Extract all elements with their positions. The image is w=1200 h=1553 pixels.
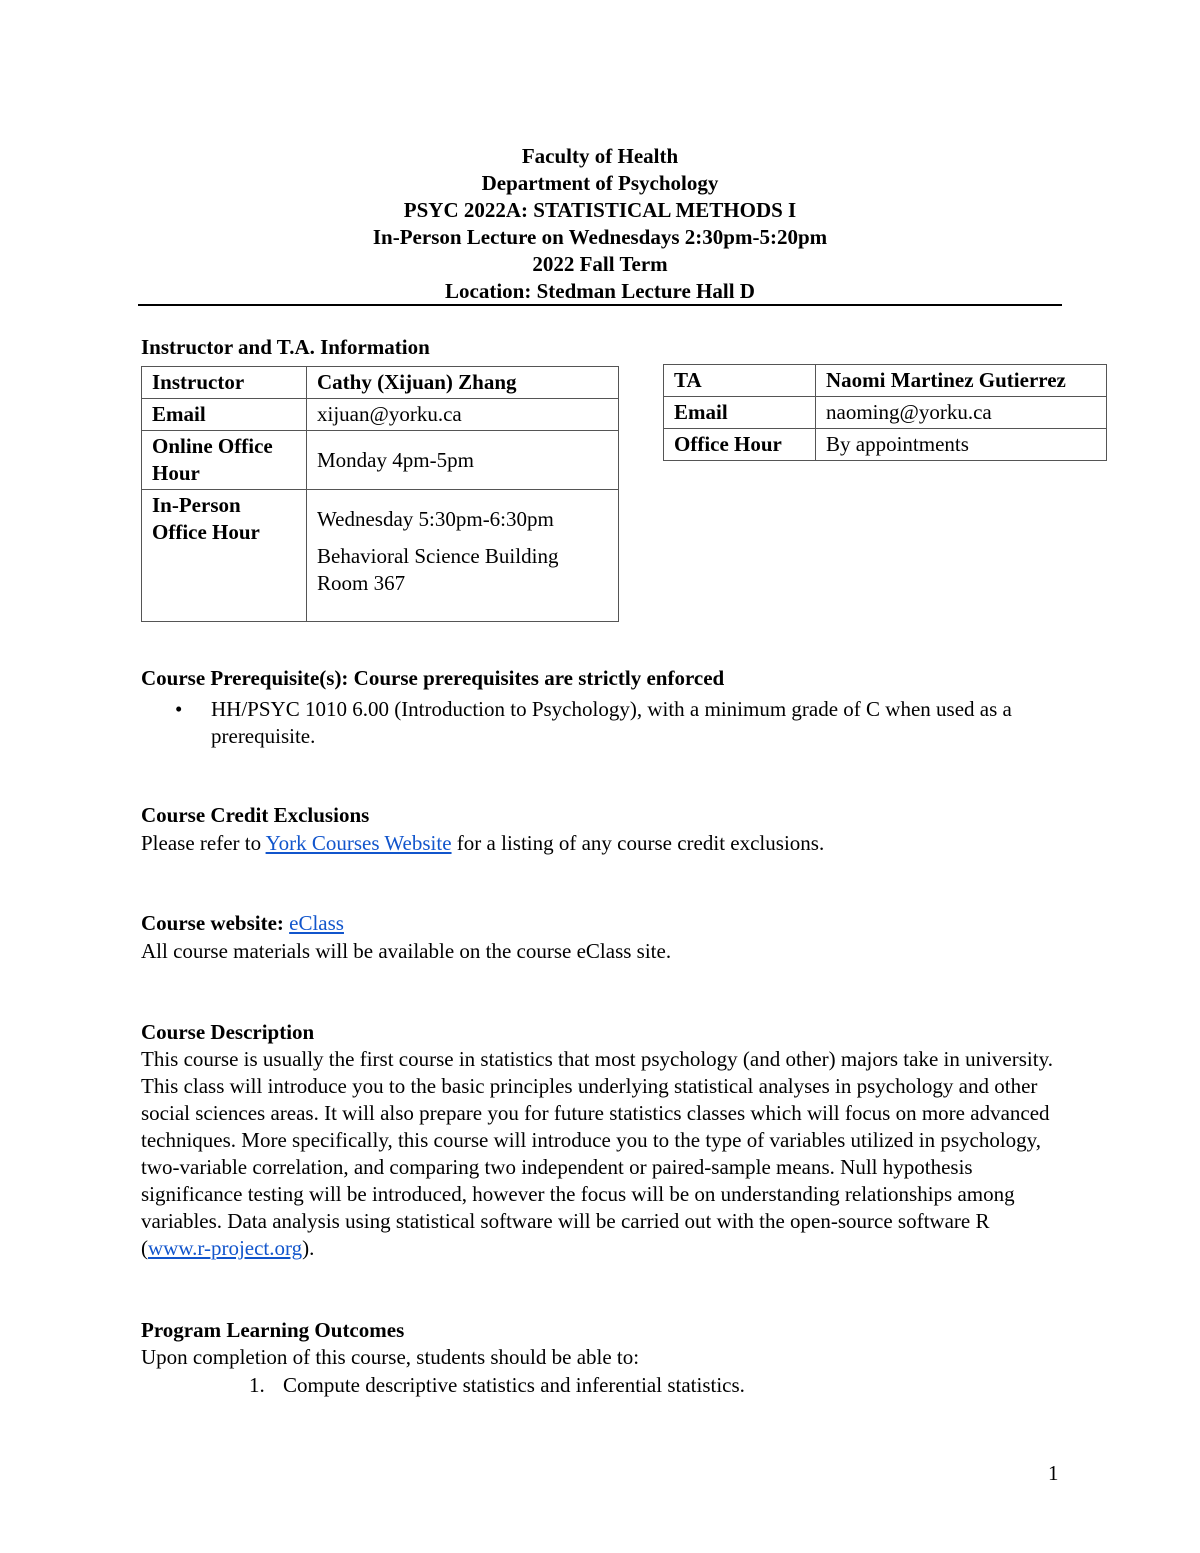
r-project-link[interactable]: www.r-project.org [148,1236,303,1260]
prerequisite-text: HH/PSYC 1010 6.00 (Introduction to Psychology), with a minimum grade of C when used as a prerequisite. [211,697,1012,748]
prerequisites-title: Course Prerequisite(s): Course prerequisites are strictly enforced [141,666,725,690]
eclass-link[interactable]: eClass [289,911,344,935]
online-office-hour-label: Online Office Hour [142,431,307,490]
page-number: 1 [1048,1461,1059,1485]
in-person-office-hour-label: In-Person Office Hour [142,490,307,622]
table-row [142,399,619,431]
table-row [664,429,1107,461]
document-header [140,143,1060,305]
exclusions-text-after: for a listing of any course credit exclusions. [451,831,825,855]
description-body: This course is usually the first course in statistics that most psychology (and other) majors take in university. This class will introduce you to the basic principles underlying statistical analyses in psychology and other social sciences areas. It will also prepare you for future statistics classes which will focus on more advanced techniques. More specifically, this course will introduce you to the type of variables utilized in psychology, two-variable correlation, and comparing two independent or paired-sample means. Null hypothesis significance testing will be introduced, however the focus will be on understanding relationships among variables. Data analysis using statistical software will be carried out with the open-source software R ( [141,1047,1053,1260]
header-divider [138,304,1062,306]
course-title-line: PSYC 2022A: STATISTICAL METHODS I [403,198,797,222]
instructor-table [141,366,619,622]
exclusions-title: Course Credit Exclusions [141,803,370,827]
table-row [664,365,1107,397]
in-person-office-hour-time: Wednesday 5:30pm-6:30pm [317,507,554,531]
outcomes-title: Program Learning Outcomes [141,1318,405,1342]
instructor-section-title: Instructor and T.A. Information [141,335,430,359]
ta-email: naoming@yorku.ca [816,397,1107,429]
instructor-email: xijuan@yorku.ca [307,399,619,431]
in-person-office-hour-cell [307,490,619,622]
ta-name: Naomi Martinez Gutierrez [816,365,1107,397]
table-row [142,490,619,622]
outcome-number: 1. [249,1373,265,1397]
lecture-schedule-line: In-Person Lecture on Wednesdays 2:30pm-5:20pm [372,225,828,249]
table-row [142,431,619,490]
online-office-hour-value: Monday 4pm-5pm [307,431,619,490]
outcomes-intro: Upon completion of this course, students should be able to: [141,1345,640,1369]
description-text-after: ). [302,1236,315,1260]
website-line [141,911,344,936]
outcome-text: Compute descriptive statistics and inferential statistics. [283,1373,745,1397]
ta-table [663,364,1107,461]
email-label: Email [142,399,307,431]
instructor-name: Cathy (Xijuan) Zhang [307,367,619,399]
website-text: All course materials will be available on the course eClass site. [141,939,672,963]
ta-office-hour-label: Office Hour [664,429,816,461]
term-line: 2022 Fall Term [532,252,668,276]
table-row [142,367,619,399]
department-line: Department of Psychology [481,171,719,195]
description-title: Course Description [141,1020,315,1044]
instructor-label: Instructor [142,367,307,399]
website-title: Course website: [141,911,290,935]
ta-label: TA [664,365,816,397]
location-line: Location: Stedman Lecture Hall D [445,279,755,303]
exclusions-text [141,831,1061,856]
ta-email-label: Email [664,397,816,429]
bullet-icon: • [175,697,183,721]
york-courses-link[interactable]: York Courses Website [265,831,452,855]
exclusions-text-before: Please refer to [141,831,266,855]
ta-office-hour-value: By appointments [816,429,1107,461]
faculty-line: Faculty of Health [521,144,679,168]
list-item [249,1373,745,1398]
in-person-office-hour-room: Behavioral Science Building Room 367 [317,544,559,595]
table-row [664,397,1107,429]
description-text [141,1046,1061,1262]
